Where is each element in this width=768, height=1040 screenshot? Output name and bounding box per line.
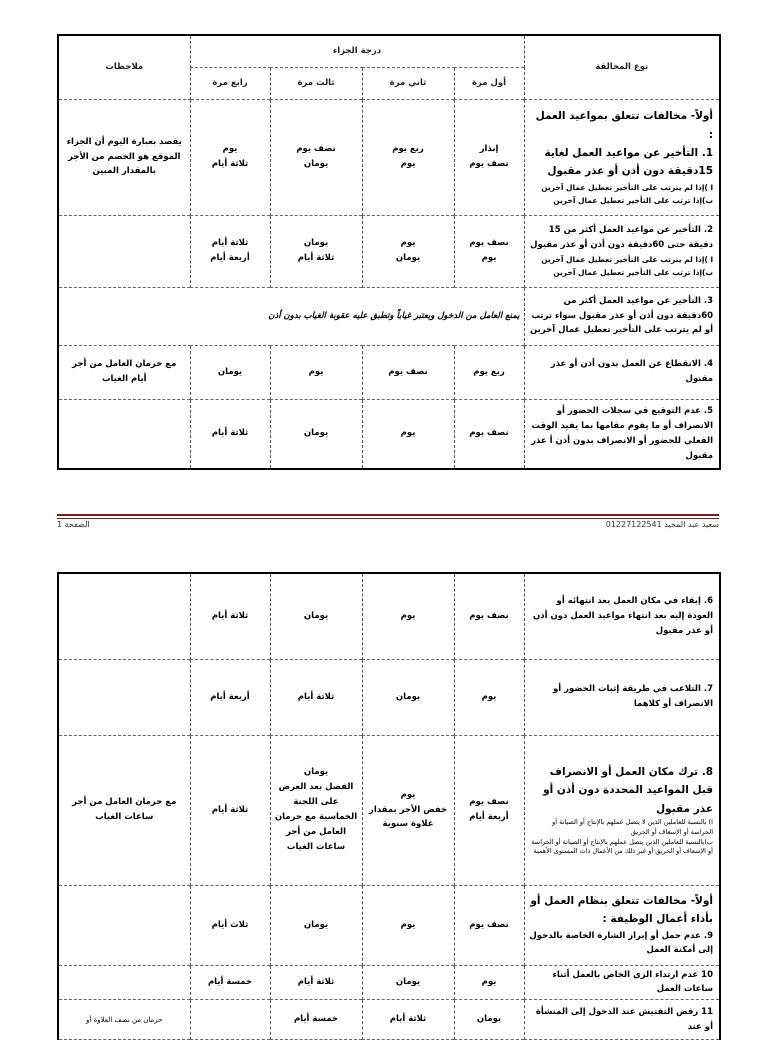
penalty-third: يومان الفصل بعد العرض على اللجنة الخماسية مع حرمان العامل من أجر ساعات الغياب bbox=[270, 735, 362, 885]
penalty-third: ثلاثة أيام bbox=[270, 965, 362, 1000]
penalty-third: ثلاثة أيام bbox=[270, 659, 362, 735]
penalty-third: يومان bbox=[270, 399, 362, 469]
violation-cell bbox=[524, 345, 720, 399]
penalty-table-page-1 bbox=[57, 34, 721, 470]
table-row bbox=[58, 573, 720, 659]
penalty-second: يوم يومان bbox=[362, 215, 454, 287]
penalty-third: نصف يوم يومان bbox=[270, 99, 362, 215]
penalty-fourth: ثلاثة أيام bbox=[190, 399, 270, 469]
notes-cell: حرمان من نصف العلاوة أو bbox=[58, 1000, 190, 1040]
penalty-first: نصف يوم bbox=[454, 399, 524, 469]
violation-cell bbox=[524, 965, 720, 1000]
table-row bbox=[58, 345, 720, 399]
violation-sub-a: ا) بالنسبة للعاملين الذين لا يتصل عملهم بالإنتاج أو الصيانة أو الحراسة أو الإسعاف أو الحريق bbox=[552, 818, 713, 836]
violation-sub-b: ب)إذا ترتب على التأخير تعطيل عمال آخرين bbox=[553, 267, 714, 277]
penalty-second: يوم bbox=[362, 399, 454, 469]
penalty-first: نصف يوم يوم bbox=[454, 215, 524, 287]
penalty-second: نصف يوم bbox=[362, 345, 454, 399]
violation-title: 9. عدم حمل أو إبراز الشارة الخاصة بالدخول إلى أمكنة العمل bbox=[529, 930, 713, 956]
section-title: أولاً- مخالفات تتعلق بنظام العمل أو بأداء أعمال الوظيفة : bbox=[530, 894, 713, 926]
penalty-second: يومان bbox=[362, 965, 454, 1000]
page-number: الصفحة 1 bbox=[57, 520, 90, 529]
table-row bbox=[58, 99, 720, 215]
penalty-fourth: خمسة أيام bbox=[190, 965, 270, 1000]
footer-author: سعيد عبد المجيد 01227122541 bbox=[605, 520, 719, 529]
notes-cell bbox=[58, 885, 190, 965]
notes-cell: مع حرمان العامل من أجر ساعات الغياب bbox=[58, 735, 190, 885]
violation-cell bbox=[524, 99, 720, 215]
violation-title: 6. إبقاء في مكان العمل بعد انتهائه أو العودة إليه بعد انتهاء مواعيد العمل دون أذن أو عذر مقبول bbox=[533, 595, 713, 636]
penalty-second: يوم bbox=[362, 885, 454, 965]
penalty-fourth bbox=[190, 1000, 270, 1040]
violation-title: 7. التلاعب في طريقة إثبات الحضور أو الانصراف أو كلاهما bbox=[553, 684, 713, 709]
penalty-third: يومان bbox=[270, 885, 362, 965]
penalty-second: يوم bbox=[362, 573, 454, 659]
violation-cell bbox=[524, 215, 720, 287]
notes-cell: يقصد بعبارة اليوم أن الجزاء الموقع هو الخصم من الأجر بالمقدار المبين bbox=[58, 99, 190, 215]
penalty-third: خمسة أيام bbox=[270, 1000, 362, 1040]
violation-title: 10 عدم ارتداء الزي الخاص بالعمل أثناء ساعات العمل bbox=[552, 969, 713, 995]
header-notes: ملاحظات bbox=[58, 35, 190, 99]
penalty-fourth: يومان bbox=[190, 345, 270, 399]
violation-cell bbox=[524, 287, 720, 345]
penalty-table-page-2 bbox=[57, 572, 721, 1040]
violation-title: 2. التأخير عن مواعيد العمل أكثر من 15 دقيقة حتى 60دقيقة دون أذن أو عذر مقبول bbox=[530, 225, 714, 250]
violation-cell bbox=[524, 735, 720, 885]
header-fourth-time: رابع مرة bbox=[190, 67, 270, 99]
penalty-third: يومان bbox=[270, 573, 362, 659]
table-row bbox=[58, 965, 720, 1000]
violation-cell bbox=[524, 1000, 720, 1040]
violation-sub-b: ب)بالنسبة للعاملين الذين يتصل عملهم بالإنتاج أو الصيانة أو الحراسة أو الإسعاف أو الحريق أو غير ذلك من الأعمال ذات المستوى الأهمية bbox=[531, 837, 713, 856]
header-second-time: ثاني مرة bbox=[362, 67, 454, 99]
penalty-third: يوم bbox=[270, 345, 362, 399]
violation-sub-b: ب)إذا ترتب على التأخير تعطيل عمال آخرين bbox=[553, 195, 714, 205]
notes-cell bbox=[58, 573, 190, 659]
table-row bbox=[58, 1000, 720, 1040]
notes-cell: مع حرمان العامل من أجر أيام الغياب bbox=[58, 345, 190, 399]
penalty-first: إنذار نصف يوم bbox=[454, 99, 524, 215]
penalty-fourth: يوم ثلاثة أيام bbox=[190, 99, 270, 215]
penalty-first: يومان bbox=[454, 1000, 524, 1040]
penalty-second: ربع يوم يوم bbox=[362, 99, 454, 215]
violation-cell bbox=[524, 659, 720, 735]
penalty-first: نصف يوم bbox=[454, 573, 524, 659]
table-row bbox=[58, 885, 720, 965]
table-row bbox=[58, 659, 720, 735]
violation-sub-a: ا )إذا لم يترتب على التأخير تعطيل عمال آخرين bbox=[541, 254, 714, 264]
violation-title: 5. عدم التوقيع في سجلات الحضور أو الانصراف أو ما يقوم مقامها بما يفيد الوقت الفعلي للحضور أو الانصراف بدون أذن أ عذر مقبول bbox=[531, 406, 714, 461]
merged-penalty-note: يمنع العامل من الدخول ويعتبر غياباً وتطبق عليه عقوبة الغياب بدون أذن bbox=[58, 287, 524, 345]
header-first-time: أول مرة bbox=[454, 67, 524, 99]
notes-cell bbox=[58, 965, 190, 1000]
notes-cell bbox=[58, 215, 190, 287]
penalty-first: يوم bbox=[454, 659, 524, 735]
header-violation-type: نوع المخالفة bbox=[524, 35, 720, 99]
penalty-third: يومان ثلاثة أيام bbox=[270, 215, 362, 287]
violation-title: 1. التأخير عن مواعيد العمل لغاية 15دقيقة دون أذن أو عذر مقبول bbox=[544, 146, 714, 178]
table-row bbox=[58, 735, 720, 885]
violation-title: 3. التأخير عن مواعيد العمل أكثر من 60دقيقة دون أذن أو عذر مقبول سواء ترتب أو لم يترتب على التأخير تعطيل عمال آخرين bbox=[530, 295, 714, 336]
header-penalty-degree: درجة الجزاء bbox=[190, 35, 524, 67]
penalty-fourth: ثلاثة أيام bbox=[190, 573, 270, 659]
penalty-first: نصف يوم bbox=[454, 885, 524, 965]
penalty-first: نصف يوم أربعة أيام bbox=[454, 735, 524, 885]
violation-title: 4. الانقطاع عن العمل بدون أذن أو عذر مقبول bbox=[550, 359, 714, 384]
header-third-time: ثالث مرة bbox=[270, 67, 362, 99]
penalty-fourth: أربعة أيام bbox=[190, 659, 270, 735]
violation-cell bbox=[524, 885, 720, 965]
table-row bbox=[58, 399, 720, 469]
section-title: أولاً- مخالفات تتعلق بمواعيد العمل : bbox=[535, 110, 714, 141]
penalty-second: ثلاثة أيام bbox=[362, 1000, 454, 1040]
penalty-fourth: ثلاثة أيام أربعة أيام bbox=[190, 215, 270, 287]
penalty-fourth: ثلاث أيام bbox=[190, 885, 270, 965]
penalty-first: يوم bbox=[454, 965, 524, 1000]
violation-cell bbox=[524, 573, 720, 659]
penalty-second: يومان bbox=[362, 659, 454, 735]
table-row bbox=[58, 287, 720, 345]
penalty-second: يوم خفض الأجر بمقدار علاوة سنوية bbox=[362, 735, 454, 885]
violation-title: 11 رفض التفتيش عند الدخول إلى المنشأة أو عند bbox=[535, 1006, 713, 1032]
violation-title: 8. ترك مكان العمل أو الانصراف قبل المواعيد المحددة دون أذن أو عذر مقبول bbox=[543, 765, 713, 815]
violation-cell bbox=[524, 399, 720, 469]
footer-divider bbox=[57, 514, 719, 519]
violation-sub-a: ا )إذا لم يترتب على التأخير تعطيل عمال آخرين bbox=[541, 182, 714, 192]
table-row bbox=[58, 215, 720, 287]
notes-cell bbox=[58, 659, 190, 735]
penalty-fourth: ثلاثة أيام bbox=[190, 735, 270, 885]
notes-cell bbox=[58, 399, 190, 469]
penalty-first: ربع يوم bbox=[454, 345, 524, 399]
